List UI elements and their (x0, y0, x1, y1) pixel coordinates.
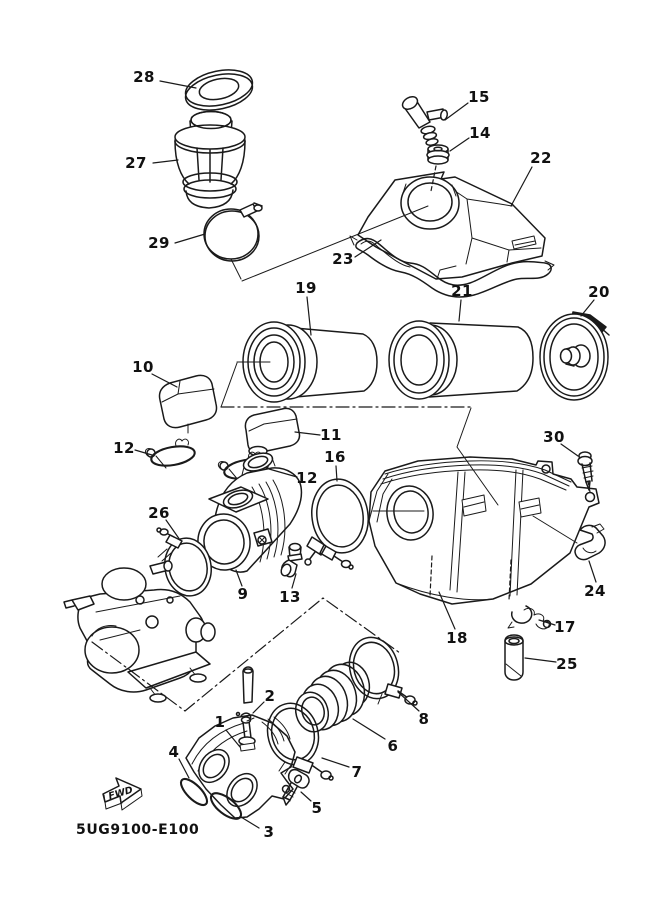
part-27-cap-assembly (175, 112, 245, 209)
callout-4: 4 (168, 743, 180, 761)
part-16-clamp (305, 475, 373, 569)
leader-5 (301, 792, 311, 801)
leader-21 (459, 300, 461, 321)
leader-28 (160, 81, 196, 88)
callout-18: 18 (446, 629, 468, 647)
leader-6 (353, 719, 385, 739)
part-29-clamp (204, 203, 262, 261)
part-9-joint-duct (194, 450, 301, 574)
callout-19: 19 (295, 279, 317, 297)
callout-11: 11 (320, 426, 342, 444)
leader-lines (135, 81, 596, 828)
callout-23: 23 (332, 250, 354, 268)
part-10-cap (159, 375, 216, 433)
diagram-code: 5UG9100-E100 (76, 822, 200, 838)
leader-20 (581, 300, 594, 316)
part-18-case (369, 457, 599, 604)
callout-29: 29 (148, 234, 170, 252)
part-20-end-cap (540, 312, 609, 400)
part-30-bolt (578, 452, 593, 492)
leader-15 (445, 103, 468, 120)
part-17-clip (508, 606, 551, 629)
callout-12: 12 (296, 469, 318, 487)
callout-8: 8 (418, 710, 430, 728)
callout-12: 12 (113, 439, 135, 457)
callout-6: 6 (387, 737, 399, 755)
leader-3 (241, 817, 259, 828)
callout-14: 14 (469, 124, 491, 142)
callout-15: 15 (468, 88, 490, 106)
part-28-ring (182, 64, 256, 115)
callout-21: 21 (451, 282, 473, 300)
part-1-manifold (186, 667, 295, 818)
leader-2 (253, 702, 264, 713)
leader-7 (322, 758, 349, 767)
part-25-tube (505, 635, 523, 680)
callout-7: 7 (351, 763, 363, 781)
callout-5: 5 (311, 799, 323, 817)
callout-2: 2 (264, 687, 276, 705)
fwd-arrow (103, 778, 142, 810)
leader-27 (153, 160, 178, 163)
leader-14 (450, 138, 469, 151)
callout-3: 3 (263, 823, 275, 841)
part-14-grommet (427, 145, 449, 164)
callout-20: 20 (588, 283, 610, 301)
callout-30: 30 (543, 428, 565, 446)
part-12-clip-left (145, 439, 196, 469)
callout-9: 9 (237, 585, 249, 603)
axis-line (231, 259, 241, 279)
leader-25 (525, 658, 556, 662)
leader-22 (511, 167, 532, 206)
leader-24 (589, 561, 596, 582)
callout-27: 27 (125, 154, 147, 172)
callout-17: 17 (554, 618, 576, 636)
callout-24: 24 (584, 582, 606, 600)
leader-12 (135, 450, 152, 455)
callout-25: 25 (556, 655, 578, 673)
callout-10: 10 (132, 358, 154, 376)
part-21-filter (389, 321, 533, 399)
callout-1: 1 (214, 713, 226, 731)
fwd-label: FWD (107, 784, 135, 803)
part-11-cap (245, 408, 299, 455)
callout-26: 26 (148, 504, 170, 522)
callout-28: 28 (133, 68, 155, 86)
part-15-fitting (400, 94, 448, 149)
callout-16: 16 (324, 448, 346, 466)
callout-22: 22 (530, 149, 552, 167)
leader-29 (175, 234, 205, 243)
callout-13: 13 (279, 588, 301, 606)
